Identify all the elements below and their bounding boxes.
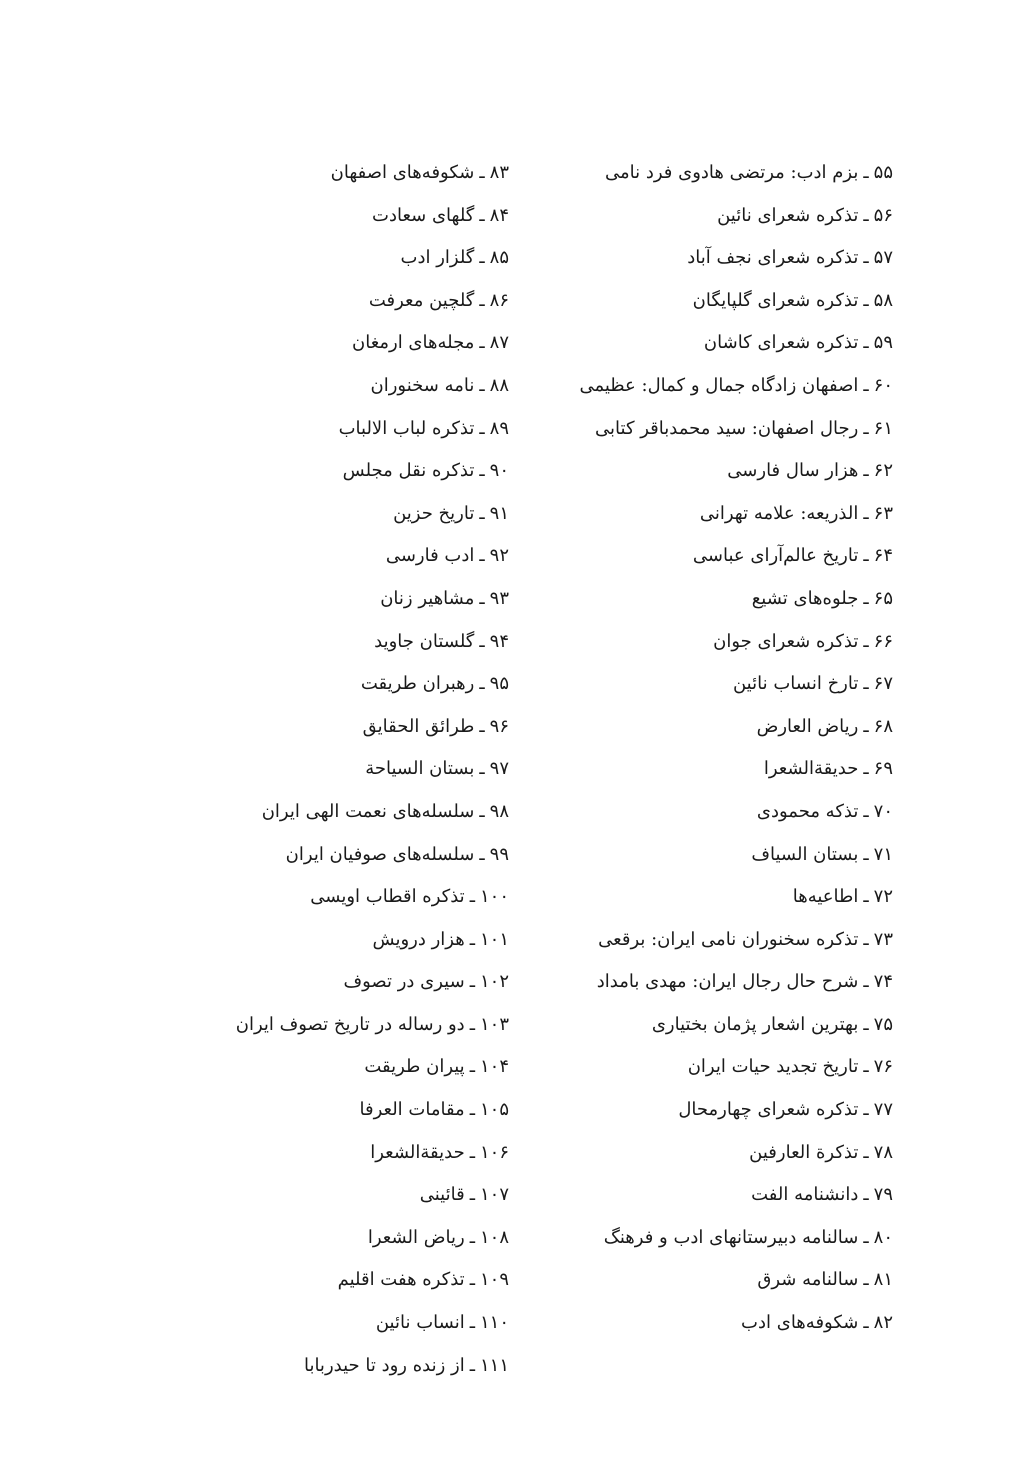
entry-separator: ـ <box>863 332 869 354</box>
entry-separator: ـ <box>863 374 869 396</box>
entry-number: ۱۰۳ <box>479 1013 509 1035</box>
entry-separator: ـ <box>479 247 485 269</box>
entry-number: ۸۰ <box>873 1226 893 1248</box>
entry-title: قائینی <box>419 1184 465 1206</box>
entry-number: ۷۸ <box>873 1141 893 1163</box>
entry-title: ریاض العارض <box>756 715 859 737</box>
entry-separator: ـ <box>863 1099 869 1121</box>
entry-separator: ـ <box>479 374 485 396</box>
entry-number: ۸۸ <box>489 374 509 396</box>
reference-entry <box>563 919 893 962</box>
entry-number: ۷۷ <box>873 1099 893 1121</box>
entry-number: ۷۵ <box>873 1013 893 1035</box>
entry-separator: ـ <box>469 886 475 908</box>
entry-number: ۵۵ <box>873 162 893 183</box>
entry-title: بهترین اشعار پژمان بختیاری <box>651 1013 859 1035</box>
entry-title: نامه سخنوران <box>370 374 475 396</box>
entry-title: تذکه محمودی <box>756 800 859 822</box>
entry-number: ۹۸ <box>489 800 509 822</box>
entry-separator: ـ <box>479 673 485 695</box>
reference-entry <box>209 1345 509 1388</box>
reference-entry <box>209 919 509 962</box>
entry-separator: ـ <box>863 630 869 652</box>
entry-number: ۸۷ <box>489 332 509 354</box>
entry-separator: ـ <box>469 1056 475 1078</box>
entry-separator: ـ <box>469 1141 475 1163</box>
entry-number: ۱۰۷ <box>479 1184 509 1206</box>
entry-title: هزار سال فارسی <box>727 460 859 482</box>
entry-title: تاریخ حزین <box>393 502 475 524</box>
reference-entry <box>209 748 509 791</box>
reference-entry <box>563 322 893 365</box>
entry-title: تارخ انساب نائین <box>732 673 859 695</box>
entry-number: ۸۱ <box>873 1269 893 1291</box>
entry-number: ۸۳ <box>489 162 509 183</box>
entry-title: مقامات العرفا <box>359 1099 465 1121</box>
entry-title: ریاض الشعرا <box>367 1226 465 1248</box>
entry-separator: ـ <box>863 502 869 524</box>
reference-entry <box>563 535 893 578</box>
entry-number: ۶۵ <box>873 587 893 609</box>
reference-entry <box>209 1046 509 1089</box>
entry-separator: ـ <box>479 715 485 737</box>
entry-number: ۵۹ <box>873 332 893 354</box>
entry-number: ۱۰۶ <box>479 1141 509 1163</box>
reference-entry <box>209 1132 509 1175</box>
entry-separator: ـ <box>479 162 485 183</box>
entry-separator: ـ <box>469 1226 475 1248</box>
entry-number: ۸۹ <box>489 417 509 439</box>
entry-number: ۷۶ <box>873 1056 893 1078</box>
entry-number: ۹۳ <box>489 587 509 609</box>
entry-separator: ـ <box>479 758 485 780</box>
entry-separator: ـ <box>863 587 869 609</box>
entry-separator: ـ <box>863 971 869 993</box>
entry-number: ۹۲ <box>489 545 509 567</box>
entry-title: سالنامه دبیرستانهای ادب و فرهنگ <box>603 1226 859 1248</box>
entry-separator: ـ <box>479 460 485 482</box>
entry-separator: ـ <box>863 1141 869 1163</box>
entry-number: ۸۵ <box>489 247 509 269</box>
entry-separator: ـ <box>479 545 485 567</box>
entry-number: ۹۵ <box>489 673 509 695</box>
reference-entry <box>563 450 893 493</box>
entry-separator: ـ <box>469 928 475 950</box>
entry-title: تذکره لباب الالباب <box>338 417 475 439</box>
entry-separator: ـ <box>863 758 869 780</box>
entry-separator: ـ <box>863 1184 869 1206</box>
entry-number: ۸۶ <box>489 289 509 311</box>
entry-title: دو رساله در تاریخ تصوف ایران <box>235 1013 465 1035</box>
reference-entry <box>209 1259 509 1302</box>
entry-number: ۱۱۰ <box>479 1312 509 1334</box>
reference-entry <box>209 280 509 323</box>
entry-separator: ـ <box>479 630 485 652</box>
entry-title: تذکره شعرای گلپایگان <box>692 289 859 311</box>
reference-entry <box>563 1217 893 1260</box>
entry-title: سالنامه شرق <box>757 1269 859 1291</box>
entry-title: شرح حال رجال ایران: مهدی بامداد <box>596 971 859 993</box>
entry-number: ۷۳ <box>873 928 893 950</box>
entry-number: ۶۱ <box>873 417 893 439</box>
entry-separator: ـ <box>863 928 869 950</box>
entry-number: ۱۰۵ <box>479 1099 509 1121</box>
entry-title: بستان السیاف <box>751 843 859 865</box>
entry-number: ۵۶ <box>873 204 893 226</box>
entry-number: ۱۰۰ <box>479 886 509 908</box>
reference-entry <box>563 876 893 919</box>
entry-title: تاریخ عالم‌آرای عباسی <box>692 545 859 567</box>
entry-separator: ـ <box>863 886 869 908</box>
entry-number: ۵۷ <box>873 247 893 269</box>
reference-entry <box>209 876 509 919</box>
entry-title: گلهای سعادت <box>372 204 475 226</box>
entry-separator: ـ <box>479 502 485 524</box>
entry-separator: ـ <box>469 1312 475 1334</box>
entry-title: دانشنامه الفت <box>751 1184 859 1206</box>
entry-number: ۹۷ <box>489 758 509 780</box>
reference-entry <box>563 961 893 1004</box>
entry-title: شکوفه‌های اصفهان <box>330 162 475 183</box>
reference-entry <box>563 791 893 834</box>
reference-entry <box>209 621 509 664</box>
entry-title: مجله‌های ارمغان <box>351 332 475 354</box>
entry-separator: ـ <box>479 800 485 822</box>
entry-separator: ـ <box>863 1056 869 1078</box>
entry-separator: ـ <box>469 1013 475 1035</box>
reference-entry <box>209 578 509 621</box>
reference-entry <box>563 195 893 238</box>
entry-number: ۱۰۴ <box>479 1056 509 1078</box>
entry-title: گلزار ادب <box>400 247 475 269</box>
entry-title: سیری در تصوف <box>343 971 465 993</box>
reference-entry <box>563 578 893 621</box>
entry-title: اصفهان زادگاه جمال و کمال: عظیمی <box>579 374 859 396</box>
entry-number: ۷۲ <box>873 886 893 908</box>
reference-entry <box>563 834 893 877</box>
entry-title: رجال اصفهان: سید محمدباقر کتابی <box>595 417 859 439</box>
reference-entry <box>209 365 509 408</box>
reference-entry <box>563 621 893 664</box>
entry-title: تذکره شعرای جوان <box>713 630 859 652</box>
reference-entry <box>209 152 509 195</box>
reference-entry <box>563 1046 893 1089</box>
entry-title: پیران طریقت <box>364 1056 465 1078</box>
reference-entry <box>563 280 893 323</box>
entry-title: تذکره سخنوران نامی ایران: برقعی <box>598 928 859 950</box>
reference-entry <box>563 237 893 280</box>
reference-entry <box>563 1089 893 1132</box>
reference-entry <box>209 535 509 578</box>
entry-title: الذریعه: علامه تهرانی <box>699 502 859 524</box>
reference-entry <box>563 663 893 706</box>
reference-entry <box>563 408 893 451</box>
reference-entry <box>563 1004 893 1047</box>
entry-separator: ـ <box>469 1354 475 1376</box>
entry-number: ۱۰۸ <box>479 1226 509 1248</box>
reference-entry <box>563 706 893 749</box>
reference-entry <box>209 706 509 749</box>
entry-number: ۱۰۲ <box>479 971 509 993</box>
reference-entry <box>563 1132 893 1175</box>
entry-title: گلچین معرفت <box>368 289 475 311</box>
entry-title: تذکره هفت اقلیم <box>337 1269 465 1291</box>
entry-separator: ـ <box>863 715 869 737</box>
entry-title: تذکره شعرای نجف آباد <box>687 247 859 269</box>
entry-number: ۵۸ <box>873 289 893 311</box>
entry-title: تاریخ تجدید حیات ایران <box>687 1056 859 1078</box>
entry-number: ۷۹ <box>873 1184 893 1206</box>
entry-title: سلسله‌های صوفیان ایران <box>285 843 475 865</box>
reference-list-right-column <box>563 152 893 1345</box>
entry-number: ۹۴ <box>489 630 509 652</box>
entry-separator: ـ <box>863 289 869 311</box>
entry-title: طرائق الحقایق <box>362 715 475 737</box>
entry-title: تذکره شعرای کاشان <box>703 332 859 354</box>
entry-separator: ـ <box>469 1099 475 1121</box>
entry-number: ۷۱ <box>873 843 893 865</box>
reference-entry <box>209 834 509 877</box>
entry-separator: ـ <box>479 289 485 311</box>
entry-number: ۶۷ <box>873 673 893 695</box>
entry-title: هزار درویش <box>372 928 465 950</box>
reference-entry <box>209 1089 509 1132</box>
entry-separator: ـ <box>469 1184 475 1206</box>
entry-separator: ـ <box>469 971 475 993</box>
entry-number: ۱۰۱ <box>479 928 509 950</box>
entry-number: ۷۰ <box>873 800 893 822</box>
entry-title: انساب نائین <box>375 1312 465 1334</box>
entry-separator: ـ <box>863 247 869 269</box>
entry-number: ۹۱ <box>489 502 509 524</box>
reference-entry <box>209 1302 509 1345</box>
entry-title: ادب فارسی <box>385 545 475 567</box>
entry-separator: ـ <box>863 1013 869 1035</box>
reference-entry <box>563 152 893 195</box>
entry-title: تذکره شعرای نائین <box>717 204 859 226</box>
entry-separator: ـ <box>863 1312 869 1334</box>
entry-number: ۹۹ <box>489 843 509 865</box>
reference-list-left-column <box>209 152 509 1387</box>
entry-number: ۶۸ <box>873 715 893 737</box>
reference-entry <box>563 1174 893 1217</box>
entry-title: تذکره شعرای چهارمحال <box>678 1099 859 1121</box>
entry-separator: ـ <box>479 587 485 609</box>
entry-title: بستان السیاحة <box>365 758 475 780</box>
reference-entry <box>563 365 893 408</box>
reference-entry <box>209 450 509 493</box>
reference-entry <box>563 493 893 536</box>
entry-title: تذکره نقل مجلس <box>342 460 475 482</box>
entry-separator: ـ <box>469 1269 475 1291</box>
entry-number: ۹۶ <box>489 715 509 737</box>
entry-title: اطاعیه‌ها <box>792 886 859 908</box>
entry-separator: ـ <box>863 1226 869 1248</box>
reference-entry <box>209 663 509 706</box>
entry-number: ۸۲ <box>873 1312 893 1334</box>
entry-number: ۶۲ <box>873 460 893 482</box>
entry-separator: ـ <box>479 204 485 226</box>
entry-separator: ـ <box>479 417 485 439</box>
entry-title: حدیقةالشعرا <box>763 758 859 780</box>
reference-entry <box>563 1302 893 1345</box>
entry-separator: ـ <box>863 204 869 226</box>
entry-separator: ـ <box>863 162 869 183</box>
reference-entry <box>563 1259 893 1302</box>
entry-number: ۱۰۹ <box>479 1269 509 1291</box>
entry-title: از زنده رود تا حیدربابا <box>303 1354 465 1376</box>
reference-entry <box>209 1004 509 1047</box>
entry-title: سلسله‌های نعمت الهی ایران <box>261 800 475 822</box>
entry-title: شکوفه‌های ادب <box>741 1312 859 1334</box>
entry-separator: ـ <box>863 545 869 567</box>
entry-title: گلستان جاوید <box>374 630 475 652</box>
reference-entry <box>209 1217 509 1260</box>
entry-number: ۶۰ <box>873 374 893 396</box>
entry-separator: ـ <box>863 673 869 695</box>
entry-separator: ـ <box>863 843 869 865</box>
reference-entry <box>209 493 509 536</box>
entry-number: ۶۳ <box>873 502 893 524</box>
entry-title: حدیقةالشعرا <box>370 1141 465 1163</box>
reference-entry <box>209 1174 509 1217</box>
reference-entry <box>563 748 893 791</box>
reference-entry <box>209 791 509 834</box>
reference-entry <box>209 408 509 451</box>
entry-number: ۹۰ <box>489 460 509 482</box>
entry-number: ۶۴ <box>873 545 893 567</box>
entry-number: ۸۴ <box>489 204 509 226</box>
reference-entry <box>209 237 509 280</box>
entry-separator: ـ <box>479 332 485 354</box>
entry-title: مشاهیر زنان <box>380 587 475 609</box>
entry-separator: ـ <box>863 800 869 822</box>
entry-number: ۷۴ <box>873 971 893 993</box>
entry-title: رهبران طریقت <box>360 673 475 695</box>
reference-entry <box>209 961 509 1004</box>
entry-separator: ـ <box>863 460 869 482</box>
entry-title: تذکره اقطاب اویسی <box>310 886 465 908</box>
entry-title: تذکرة العارفین <box>749 1141 859 1163</box>
entry-title: بزم ادب: مرتضی هادوی فرد نامی <box>604 162 859 183</box>
entry-separator: ـ <box>863 417 869 439</box>
reference-entry <box>209 195 509 238</box>
entry-separator: ـ <box>479 843 485 865</box>
entry-separator: ـ <box>863 1269 869 1291</box>
reference-entry <box>209 322 509 365</box>
entry-number: ۶۶ <box>873 630 893 652</box>
entry-number: ۶۹ <box>873 758 893 780</box>
entry-number: ۱۱۱ <box>479 1354 509 1376</box>
entry-title: جلوه‌های تشیع <box>751 587 859 609</box>
